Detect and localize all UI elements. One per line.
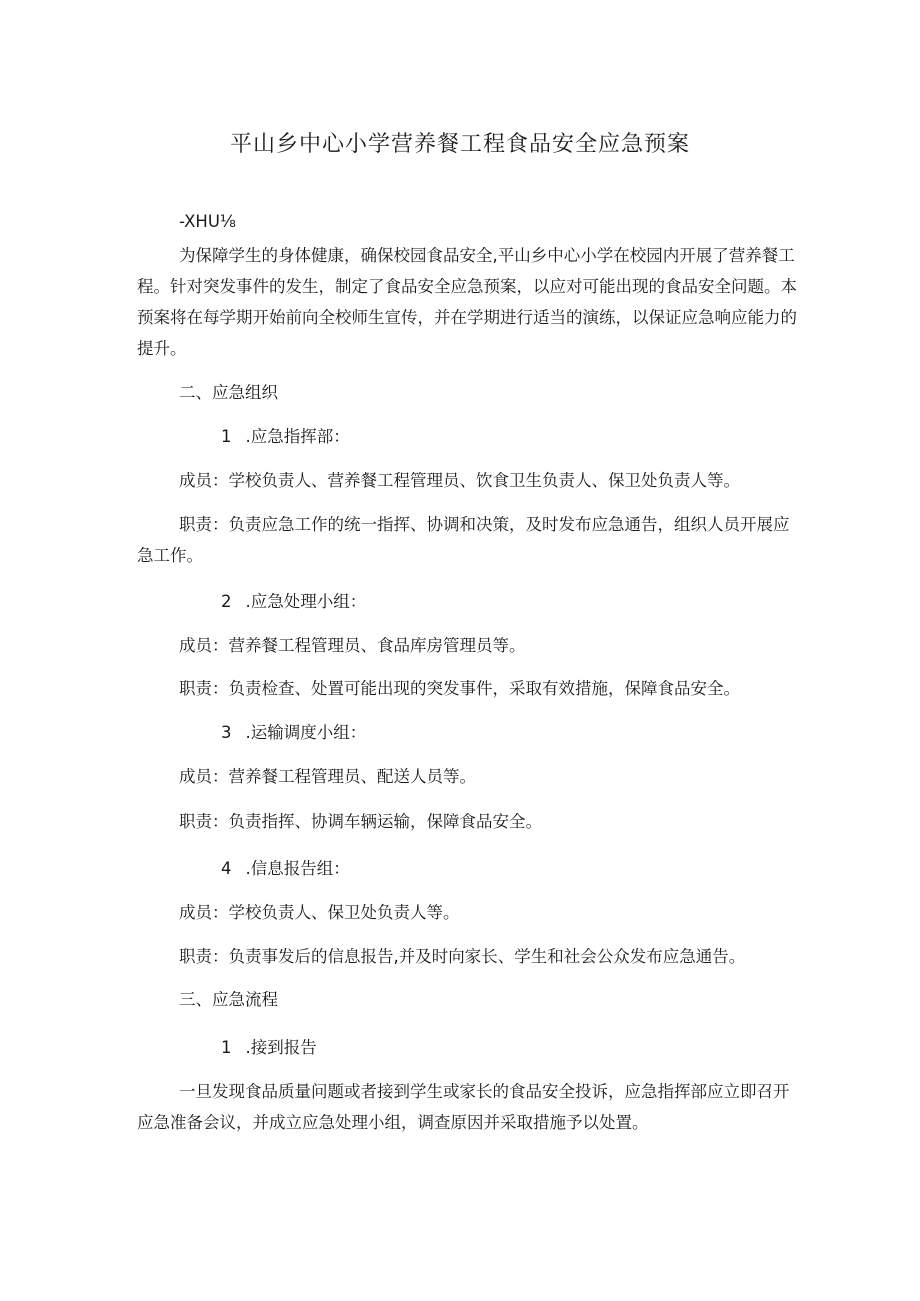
group-2-duty: 职责：负责检查、处置可能出现的突发事件，采取有效措施，保障食品安全。 [179,679,740,698]
group-3-members: 成员：营养餐工程管理员、配送人员等。 [179,767,476,786]
group-4-title [137,853,797,884]
group-1-name: .应急指挥部： [245,427,350,446]
section-3-title: 三、应急流程 [179,990,278,1009]
group-3-title [137,717,797,748]
group-2-members: 成员：营养餐工程管理员、食品库房管理员等。 [179,636,526,655]
group-1-title [137,421,797,452]
group-1-number: 1 [221,427,232,446]
group-4-number: 4 [221,859,232,878]
step-1-number: 1 [221,1038,232,1057]
group-2-name: .应急处理小组： [245,592,367,611]
step-1-name: .接到报告 [245,1038,317,1057]
group-4-duty: 职责：负责事发后的信息报告,并及时向家长、学生和社会公众发布应急通告。 [179,947,746,966]
group-2-title [137,586,797,617]
group-2-number: 2 [221,592,232,611]
group-3-duty: 职责：负责指挥、协调车辆运输，保障食品安全。 [179,812,542,831]
group-1-duty: 职责：负责应急工作的统一指挥、协调和决策，及时发布应急通告，组织人员开展应急工作。 [137,515,790,565]
intro-paragraph: 为保障学生的身体健康，确保校园食品安全,平山乡中心小学在校园内开展了营养餐工程。针对突发事件的发生，制定了食品安全应急预案，以应对可能出现的食品安全问题。本预案将在每学期开始前向全校师生宣传，并在学期进行适当的演练，以保证应急响应能力的提升。 [137,246,797,358]
group-1-members: 成员：学校负责人、营养餐工程管理员、饮食卫生负责人、保卫处负责人等。 [179,471,740,490]
step-1-title [137,1032,797,1063]
group-3-name: .运输调度小组： [245,723,367,742]
group-4-members: 成员：学校负责人、保卫处负责人等。 [179,903,460,922]
document-title: 平山乡中心小学营养餐工程食品安全应急预案 [229,132,690,157]
section-2-title: 二、应急组织 [179,383,278,402]
section-heading-1: -XHU⅛ [179,212,236,231]
group-4-name: .信息报告组： [245,859,350,878]
step-1-text: 一旦发现食品质量问题或者接到学生或家长的食品安全投诉，应急指挥部应立即召开应急准备会议，并成立应急处理小组，调查原因并采取措施予以处置。 [137,1082,790,1132]
group-3-number: 3 [221,723,232,742]
